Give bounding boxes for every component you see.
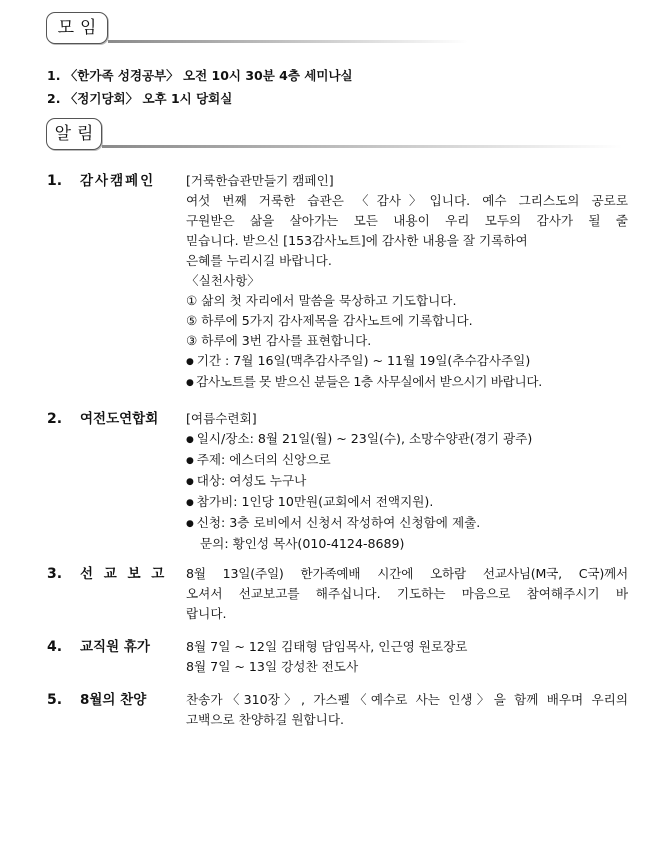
meeting-section-header: 모임: [46, 12, 108, 44]
notice-body: [186, 409, 628, 554]
notice-body: [186, 564, 628, 624]
notice-title: 선 교 보 고: [80, 566, 168, 582]
notice-line: 여섯 번째 거룩한 습관은 〈감사〉입니다. 예수 그리스도의 공로로: [186, 193, 628, 208]
notice-line: ① 삶의 첫 자리에서 말씀을 묵상하고 기도합니다.: [186, 293, 457, 308]
notice-bullet-line: ● 감사노트를 못 받으신 분들은 1층 사무실에서 받으시기 바랍니다.: [186, 372, 628, 393]
notice-divider: [102, 145, 622, 148]
notice-line: 오셔서 선교보고를 해주십니다. 기도하는 마음으로 참여해주시기 바: [186, 586, 628, 601]
meeting-divider: [108, 40, 468, 43]
notice-line: 랍니다.: [186, 606, 227, 621]
notice-number: 3.: [47, 566, 63, 582]
meeting-item-2: 2. 〈정기당회〉 오후 1시 당회실: [47, 91, 233, 106]
notice-line: 8월 7일 ~ 12일 김태형 담임목사, 인근영 원로장로: [186, 639, 468, 654]
notice-section-header: 알림: [46, 118, 102, 150]
notice-line: ⑤ 하루에 5가지 감사제목을 감사노트에 기록합니다.: [186, 313, 473, 328]
notice-line: 구원받은 삶을 살아가는 모든 내용이 우리 모두의 감사가 될 줄: [186, 213, 628, 228]
notice-number: 5.: [47, 692, 63, 708]
notice-line: 〈실천사항〉: [186, 273, 260, 288]
notice-line: 고백으로 찬양하길 원합니다.: [186, 712, 344, 727]
notice-number: 2.: [47, 411, 63, 427]
notice-line: 믿습니다. 받으신 [153감사노트]에 감사한 내용을 잘 기록하여: [186, 233, 528, 248]
notice-line: [거룩한습관만들기 캠페인]: [186, 173, 334, 188]
notice-body: [186, 637, 628, 677]
notice-line: 찬송가〈310장〉, 가스펠〈예수로 사는 인생〉을 함께 배우며 우리의: [186, 692, 628, 707]
notice-line: ③ 하루에 3번 감사를 표현합니다.: [186, 333, 372, 348]
notice-line: 문의: 황인성 목사(010-4124-8689): [200, 536, 405, 551]
notice-bullet-line: ● 주제: 에스더의 신앙으로: [186, 450, 628, 471]
notice-bullet-line: ● 신청: 3층 로비에서 신청서 작성하여 신청함에 제출.: [186, 513, 628, 534]
notice-body: [186, 171, 628, 393]
notice-number: 4.: [47, 639, 63, 655]
meeting-item-1: 1. 〈한가족 성경공부〉 오전 10시 30분 4층 세미나실: [47, 68, 353, 83]
notice-line: 8월 13일(주일) 한가족예배 시간에 오하람 선교사님(M국, C국)께서: [186, 566, 628, 581]
notice-body: [186, 690, 628, 730]
notice-bullet-line: ● 기간 : 7월 16일(맥추감사주일) ~ 11월 19일(추수감사주일): [186, 351, 628, 372]
notice-bullet-line: ● 참가비: 1인당 10만원(교회에서 전액지원).: [186, 492, 628, 513]
notice-bullet-line: ● 일시/장소: 8월 21일(월) ~ 23일(수), 소망수양관(경기 광주): [186, 429, 628, 450]
notice-line: [여름수련회]: [186, 411, 257, 426]
notice-number: 1.: [47, 173, 63, 189]
notice-line: 은혜를 누리시길 바랍니다.: [186, 253, 332, 268]
notice-title: 감사캠페인: [80, 173, 156, 189]
notice-bullet-line: ● 대상: 여성도 누구나: [186, 471, 628, 492]
notice-line: 8월 7일 ~ 13일 강성찬 전도사: [186, 659, 359, 674]
notice-title: 교직원 휴가: [80, 639, 150, 655]
notice-title: 8월의 찬양: [80, 692, 147, 708]
notice-title: 여전도연합회: [80, 411, 159, 427]
